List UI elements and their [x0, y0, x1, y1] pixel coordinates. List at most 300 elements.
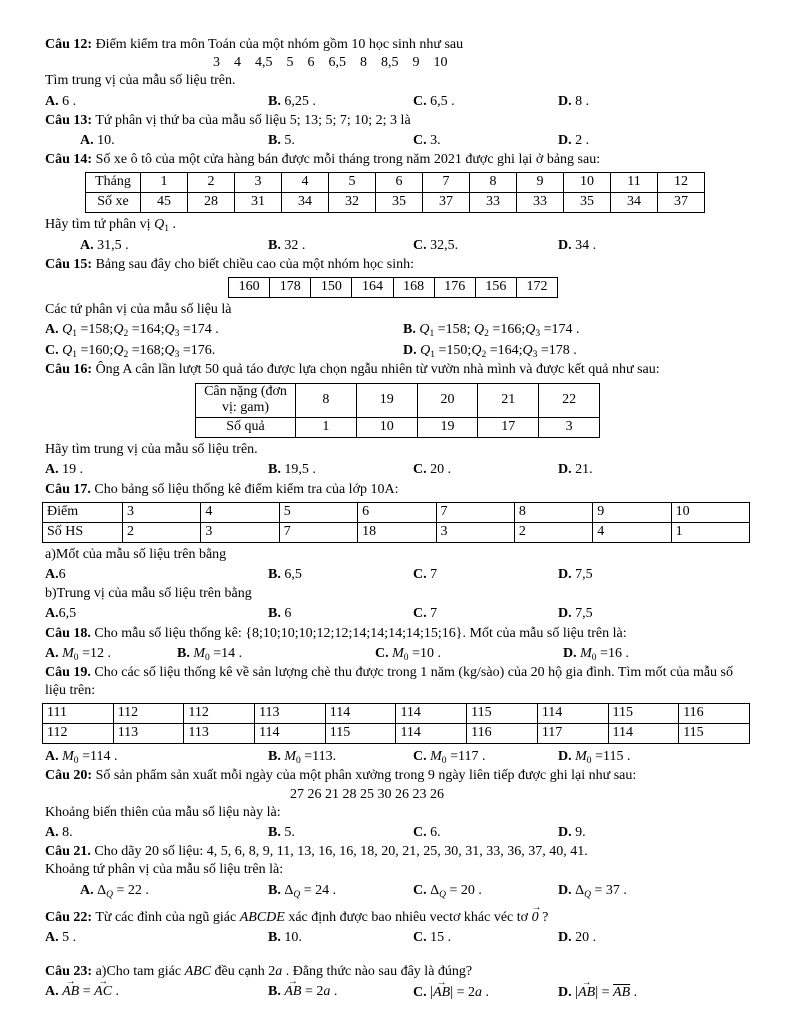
option-C	[413, 93, 558, 111]
question-text	[45, 767, 750, 785]
table-row	[43, 522, 750, 542]
question-label: Câu 13:	[45, 112, 93, 128]
table-cell: 3	[123, 502, 201, 522]
table-row	[196, 418, 600, 438]
option-text: 6,5 .	[430, 93, 455, 109]
option-letter: B.	[268, 882, 281, 898]
table-cell: 112	[43, 724, 114, 744]
question-text	[45, 151, 750, 169]
question-text	[45, 909, 750, 927]
table-cell: 7	[423, 173, 470, 193]
table-cell: Số quả	[196, 418, 296, 438]
data-table	[42, 703, 750, 744]
option-A	[45, 566, 268, 584]
option-C	[45, 342, 403, 360]
option-letter: B.	[268, 132, 281, 148]
option-letter: A.	[45, 825, 59, 841]
option-letter: A.	[45, 929, 59, 945]
option-text: 3.	[430, 132, 441, 148]
option-D	[558, 566, 750, 584]
option-B	[177, 645, 375, 663]
table-cell: 3	[235, 173, 282, 193]
option-text: 19 .	[62, 462, 84, 478]
table-row	[43, 502, 750, 522]
table-cell: 115	[467, 704, 538, 724]
option-letter: B.	[268, 237, 281, 253]
option-C	[413, 748, 558, 766]
option-text: $Q_1 =158$; $Q_2$ $=166;Q_3 =174$ .	[419, 322, 580, 339]
question-text	[45, 441, 750, 459]
option-text: $\Delta_Q = 37$ .	[575, 882, 627, 900]
table-cell: 35	[564, 193, 611, 213]
table-cell: 168	[393, 277, 434, 297]
table-row	[196, 383, 600, 418]
options-row	[45, 92, 750, 111]
text-run: Tứ phân vị thứ ba của mẫu số liệu 5; 13; 5; 7; 10; 2; 3 là	[95, 112, 411, 128]
option-letter: C.	[375, 645, 389, 661]
option-D	[558, 824, 750, 842]
table-cell: 3	[201, 522, 279, 542]
table-row	[43, 724, 750, 744]
table-cell: 33	[517, 193, 564, 213]
option-letter: A.	[45, 566, 59, 582]
option-A	[45, 605, 268, 623]
option-letter: C.	[413, 882, 427, 898]
option-text: 20 .	[575, 929, 597, 945]
question-label: Câu 17.	[45, 481, 91, 497]
option-B	[268, 605, 413, 623]
option-text: |→ $AB| = \overline{AB}$ .	[575, 985, 637, 1000]
question-text	[45, 843, 750, 861]
option-B	[268, 566, 413, 584]
option-text: 2 .	[575, 132, 590, 148]
question-text	[45, 361, 750, 379]
table-cell: 22	[539, 383, 600, 418]
option-A	[45, 93, 268, 111]
table-cell: 7	[436, 502, 514, 522]
option-text: 5.	[284, 132, 295, 148]
option-letter: D.	[558, 132, 572, 148]
table-cell: Cân nặng (đơn vị: gam)	[196, 383, 296, 418]
option-letter: C.	[413, 132, 427, 148]
option-B	[268, 824, 413, 842]
table-cell: 156	[475, 277, 516, 297]
option-text: 19,5 .	[284, 462, 316, 478]
option-A	[45, 748, 268, 766]
table-cell: 21	[478, 383, 539, 418]
option-letter: D.	[558, 462, 572, 478]
table-cell: 31	[235, 193, 282, 213]
option-text: $M_0 =114$ .	[62, 749, 118, 767]
question-12	[45, 36, 750, 111]
options-row	[45, 236, 750, 255]
option-text: 6,5	[58, 606, 77, 622]
table-cell: 32	[329, 193, 376, 213]
options-row	[45, 747, 750, 766]
option-text: 7	[430, 606, 438, 622]
table-cell: 176	[434, 277, 475, 297]
table-cell: 3	[539, 418, 600, 438]
options-row	[45, 565, 750, 584]
question-label: Câu 22:	[45, 909, 93, 925]
option-letter: B.	[177, 645, 190, 661]
question-label: Câu 15:	[45, 256, 93, 272]
option-text: 7	[430, 566, 438, 582]
table-cell: 178	[270, 277, 311, 297]
option-text: $\Delta_Q = 20$ .	[430, 882, 482, 900]
table-cell: 8	[296, 383, 357, 418]
table-cell: 113	[184, 724, 255, 744]
option-letter: C.	[413, 606, 427, 622]
table-row	[86, 173, 705, 193]
data-line: 27 26 21 28 25 30 26 23 26	[290, 786, 444, 802]
option-letter: A.	[45, 93, 59, 109]
question-13	[45, 112, 750, 150]
table-cell: 11	[611, 173, 658, 193]
option-D	[558, 93, 750, 111]
table-cell: 160	[229, 277, 270, 297]
question-22	[45, 909, 750, 947]
options-row	[45, 644, 750, 663]
question-label: Câu 18.	[45, 625, 91, 641]
question-text	[45, 112, 750, 130]
text-run: Cho dãy 20 số liệu: 4, 5, 6, 8, 9, 11, 13, 16, 16, 18, 20, 21, 25, 30, 31, 33, 36, 37, 40, 41.	[94, 844, 588, 860]
option-text: $M_0 =117$ .	[430, 749, 486, 767]
option-C	[413, 605, 558, 623]
option-B	[268, 461, 413, 479]
text-run: a)Cho tam giác ABC đều cạnh 2a . Đẳng thức nào sau đây là đúng?	[95, 964, 473, 980]
option-D	[558, 461, 750, 479]
text-run: Số sản phẩm sản xuất mỗi ngày của một phân xưởng trong 9 ngày liên tiếp được ghi lại như sau:	[95, 768, 637, 784]
question-text	[45, 664, 750, 700]
question-14	[45, 151, 750, 255]
table-cell: 112	[184, 704, 255, 724]
option-C	[413, 983, 558, 1002]
option-letter: D.	[563, 645, 577, 661]
data-table	[195, 383, 600, 439]
table-cell: 19	[417, 418, 478, 438]
option-letter: C.	[413, 825, 427, 841]
option-letter: C.	[413, 985, 427, 1001]
option-B	[268, 929, 413, 947]
option-B	[268, 237, 413, 255]
question-16	[45, 361, 750, 479]
option-D	[558, 605, 750, 623]
option-letter: A.	[45, 606, 59, 622]
option-text: $M_0 =113$.	[284, 749, 337, 767]
option-C	[413, 461, 558, 479]
option-text: 9.	[575, 825, 586, 841]
table-cell: 34	[611, 193, 658, 213]
table-cell: 4	[201, 502, 279, 522]
table-cell: 37	[658, 193, 705, 213]
table-cell: 114	[396, 704, 467, 724]
table-cell: 164	[352, 277, 393, 297]
option-text: $Q_1$ $=160;Q_2$ $=168;Q_3 =176$.	[62, 343, 216, 361]
table-cell: 114	[325, 704, 396, 724]
option-letter: A.	[80, 882, 94, 898]
option-letter: C.	[413, 929, 427, 945]
table-row	[229, 277, 558, 297]
table-cell: 10	[671, 502, 749, 522]
option-B	[268, 748, 413, 766]
option-text: $Q_1$ $=150;Q_2$ $=164;Q_3 =178$ .	[420, 343, 577, 361]
question-label: Câu 16:	[45, 362, 93, 378]
question-label: Câu 23:	[45, 964, 93, 980]
option-A	[80, 132, 268, 150]
table-cell: 150	[311, 277, 352, 297]
option-letter: D.	[558, 882, 572, 898]
table-cell: 34	[282, 193, 329, 213]
table-cell: 1	[141, 173, 188, 193]
option-text: 21.	[575, 462, 593, 478]
table-cell: Số HS	[43, 522, 123, 542]
option-letter: A.	[45, 984, 59, 1000]
table-cell: 111	[43, 704, 114, 724]
question-text	[45, 625, 750, 643]
question-text	[45, 546, 750, 564]
question-text	[45, 36, 750, 54]
text-run: Cho các số liệu thống kê về sản lượng chè thu được trong 1 năm (kg/sào) của 20 hộ gia đình. Tìm mốt của mẫu số liệu trên:	[45, 664, 733, 699]
option-letter: D.	[558, 606, 572, 622]
option-text: 7,5	[575, 566, 593, 582]
option-text: 5.	[284, 825, 295, 841]
text-run: Hãy tìm tứ phân vị $Q_1$ .	[45, 217, 176, 235]
table-cell: 17	[478, 418, 539, 438]
option-letter: D.	[558, 566, 572, 582]
table-cell: 2	[188, 173, 235, 193]
option-B	[268, 983, 413, 1002]
question-text	[45, 72, 750, 90]
text-run: Điểm kiểm tra môn Toán của một nhóm gồm 10 học sinh như sau	[95, 37, 464, 52]
table-cell: 6	[376, 173, 423, 193]
option-D	[558, 237, 750, 255]
options-row	[45, 131, 750, 150]
table-cell: 114	[537, 704, 608, 724]
options-row	[45, 320, 750, 360]
text-run: Cho mẫu số liệu thống kê: {8;10;10;10;12;12;14;14;14;14;15;16}. Mốt của mẫu số liệu trên là:	[94, 625, 627, 641]
option-letter: A.	[45, 322, 59, 338]
table-cell: 172	[516, 277, 557, 297]
option-letter: A.	[80, 132, 94, 148]
option-C	[413, 566, 558, 584]
option-text: 5 .	[62, 929, 77, 945]
question-text	[45, 481, 750, 499]
options-row	[45, 604, 750, 623]
option-letter: D.	[558, 825, 572, 841]
option-letter: D.	[558, 237, 572, 253]
table-cell: 5	[279, 502, 357, 522]
option-letter: C.	[45, 343, 59, 359]
table-cell: 10	[564, 173, 611, 193]
option-letter: B.	[268, 606, 281, 622]
table-cell: 7	[279, 522, 357, 542]
option-text: 32,5.	[430, 237, 459, 253]
option-B	[268, 132, 413, 150]
table-cell: Tháng	[86, 173, 141, 193]
data-line: 3 4 4,5 5 6 6,5 8 8,5 9 10	[213, 55, 448, 71]
option-C	[413, 237, 558, 255]
option-text: 32 .	[284, 237, 306, 253]
option-A	[80, 882, 268, 900]
option-text: 20 .	[430, 462, 452, 478]
table-cell: 3	[436, 522, 514, 542]
option-D	[558, 983, 750, 1002]
option-text: → AB = → AC .	[62, 984, 119, 999]
table-cell: 114	[608, 724, 679, 744]
option-text: $\Delta_Q = 22$ .	[97, 882, 149, 900]
option-text: $Q_1$ $=158;Q_2$ $=164;Q_3 =174$ .	[62, 322, 219, 339]
text-run: Tìm trung vị của mẫu số liệu trên.	[45, 73, 236, 89]
data-table	[228, 277, 558, 298]
question-label: Câu 14:	[45, 152, 93, 168]
table-cell: 8	[470, 173, 517, 193]
option-letter: C.	[413, 462, 427, 478]
option-text: 6,25 .	[284, 93, 316, 109]
option-D	[563, 645, 750, 663]
option-letter: B.	[268, 462, 281, 478]
text-run: Khoảng biến thiên của mẫu số liệu này là:	[45, 804, 281, 820]
options-row	[45, 982, 750, 1002]
table-cell: 33	[470, 193, 517, 213]
options-row	[45, 460, 750, 479]
table-row	[86, 193, 705, 213]
table-cell: 116	[467, 724, 538, 744]
option-C	[413, 132, 558, 150]
option-text: $M_0 =115$ .	[575, 749, 631, 767]
table-cell: 20	[417, 383, 478, 418]
option-text: 7,5	[575, 606, 593, 622]
table-cell: 1	[671, 522, 749, 542]
text-run: Khoảng tứ phân vị của mẫu số liệu trên là:	[45, 862, 284, 878]
table-cell: 2	[123, 522, 201, 542]
option-C	[413, 929, 558, 947]
question-label: Câu 19.	[45, 664, 91, 680]
option-B	[268, 93, 413, 111]
option-letter: B.	[268, 929, 281, 945]
text-run: Bảng sau đây cho biết chiều cao của một nhóm học sinh:	[95, 256, 414, 272]
data-table	[85, 172, 705, 213]
option-C	[375, 645, 563, 663]
text-run: Cho bảng số liệu thống kê điểm kiểm tra của lớp 10A:	[94, 481, 399, 497]
option-A	[45, 461, 268, 479]
table-cell: 35	[376, 193, 423, 213]
option-letter: A.	[45, 749, 59, 765]
table-cell: 113	[255, 704, 326, 724]
data-table	[42, 502, 750, 543]
option-text: 6	[284, 606, 292, 622]
option-A	[45, 983, 268, 1002]
question-label: Câu 21.	[45, 844, 91, 860]
option-text: $M_0 =10$ .	[392, 645, 441, 663]
table-cell: 113	[113, 724, 184, 744]
table-cell: 9	[593, 502, 671, 522]
question-text	[45, 804, 750, 822]
table-cell: 115	[608, 704, 679, 724]
option-A	[45, 645, 177, 663]
question-text	[45, 585, 750, 603]
option-text: 15 .	[430, 929, 452, 945]
table-cell: 114	[396, 724, 467, 744]
option-letter: C.	[413, 566, 427, 582]
text-run: a)Mốt của mẫu số liệu trên bằng	[45, 546, 227, 562]
option-text: 8 .	[575, 93, 590, 109]
table-row	[43, 704, 750, 724]
question-17	[45, 481, 750, 624]
table-cell: 6	[358, 502, 436, 522]
question-18	[45, 625, 750, 663]
table-cell: 28	[188, 193, 235, 213]
table-cell: 18	[358, 522, 436, 542]
option-D	[558, 929, 750, 947]
text-run: Số xe ô tô của một cửa hàng bán được mỗi tháng trong năm 2021 được ghi lại ở bảng sau:	[95, 152, 601, 168]
option-letter: A.	[45, 645, 59, 661]
table-cell: 4	[282, 173, 329, 193]
table-cell: 112	[113, 704, 184, 724]
question-20	[45, 767, 750, 842]
option-letter: D.	[558, 749, 572, 765]
question-23	[45, 963, 750, 1002]
option-B	[403, 321, 750, 339]
option-A	[45, 321, 403, 339]
option-A	[45, 824, 268, 842]
table-cell: 117	[537, 724, 608, 744]
option-letter: B.	[268, 566, 281, 582]
options-row	[45, 928, 750, 947]
table-cell: 1	[296, 418, 357, 438]
option-D	[558, 132, 750, 150]
table-cell: 114	[255, 724, 326, 744]
option-letter: A.	[80, 237, 94, 253]
question-text	[45, 963, 750, 981]
question-text	[45, 861, 750, 879]
option-letter: A.	[45, 462, 59, 478]
option-D	[558, 748, 750, 766]
table-cell: 37	[423, 193, 470, 213]
option-B	[268, 882, 413, 900]
question-21	[45, 843, 750, 900]
text-run: Từ các đỉnh của ngũ giác ABCDE xác định được bao nhiêu vectơ khác véc tơ → 0 ?	[95, 910, 548, 925]
table-cell: Điểm	[43, 502, 123, 522]
option-text: 6 .	[62, 93, 77, 109]
option-text: $M_0 =12$ .	[62, 645, 111, 663]
table-cell: 115	[679, 724, 750, 744]
table-cell: 19	[356, 383, 417, 418]
table-cell: 116	[679, 704, 750, 724]
option-letter: D.	[403, 343, 417, 359]
text-run: Hãy tìm trung vị của mẫu số liệu trên.	[45, 442, 258, 458]
option-D	[558, 882, 750, 900]
table-cell: 2	[514, 522, 592, 542]
option-text: $M_0 =16$ .	[580, 645, 629, 663]
question-15	[45, 256, 750, 361]
option-letter: D.	[558, 985, 572, 1001]
question-text	[45, 256, 750, 274]
option-text: 34 .	[575, 237, 597, 253]
table-cell: 5	[329, 173, 376, 193]
text-run: Các tứ phân vị của mẫu số liệu là	[45, 301, 232, 317]
option-D	[403, 342, 750, 360]
option-text: 6.	[430, 825, 441, 841]
option-letter: B.	[268, 749, 281, 765]
option-letter: D.	[558, 929, 572, 945]
question-text	[45, 301, 750, 319]
table-cell: 12	[658, 173, 705, 193]
option-letter: B.	[268, 984, 281, 1000]
option-C	[413, 882, 558, 900]
option-text: → AB = 2a .	[284, 984, 337, 999]
option-text: 6,5	[284, 566, 302, 582]
